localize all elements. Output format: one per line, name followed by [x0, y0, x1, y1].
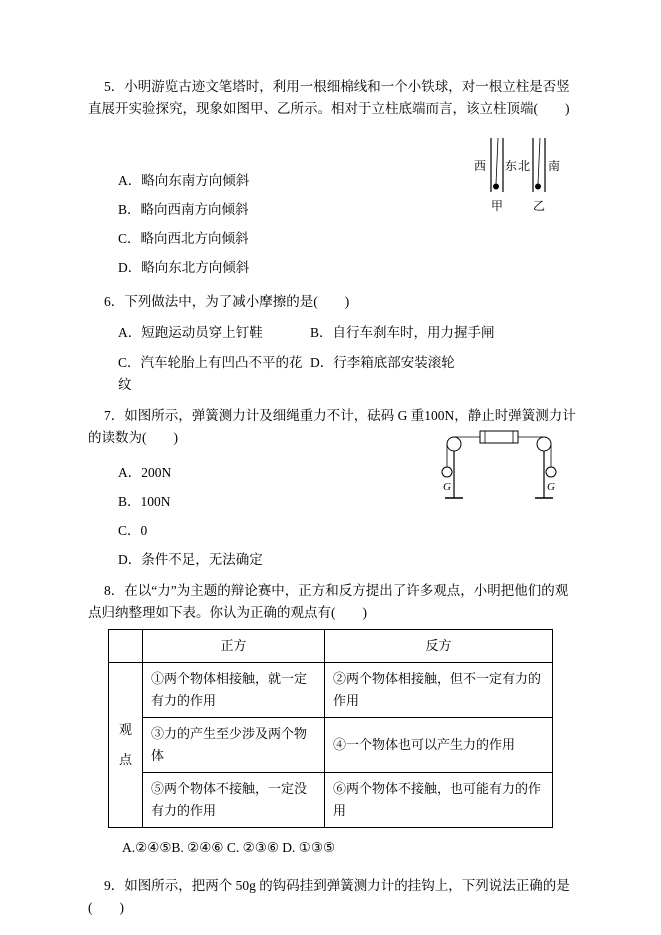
compass-east-label: 东	[505, 159, 518, 173]
pillar-plumb-figure	[474, 134, 562, 221]
question-9-text: 9．如图所示，把两个 50g 的钩码挂到弹簧测力计的挂钩上，下列说法正确的是( )	[88, 878, 570, 915]
pillar-b-label: 乙	[533, 199, 546, 213]
question-7-option-a: A．200N	[118, 465, 172, 480]
table-header-pro: 正方	[143, 630, 325, 663]
table-row	[109, 773, 553, 828]
spring-scale-shape	[480, 431, 518, 443]
viewpoint-table	[108, 629, 553, 828]
question-8-text: 8．在以“力”为主题的辩论赛中，正方和反方提出了许多观点，小明把他们的观点归纳整理如下表。你认为正确的观点有( )	[88, 583, 569, 620]
pillar-b-shape	[533, 138, 545, 192]
table-cell-2: ②两个物体相接触，但不一定有力的作用	[325, 663, 553, 718]
question-5-option-c: C．略向西北方向倾斜	[118, 231, 249, 246]
stand-shape	[445, 451, 553, 498]
question-5-option-d: D．略向东北方向倾斜	[118, 260, 250, 275]
table-cell-5: ⑤两个物体不接触，一定没有力的作用	[143, 773, 325, 828]
question-6-options	[118, 322, 578, 396]
pillar-a-shape	[491, 138, 503, 192]
question-5-text: 5．小明游览古迹文笔塔时，利用一根细棉线和一个小铁球，对一根立柱是否竖直展开实验探究，现象如图甲、乙所示。相对于立柱底端而言，该立柱顶端( )	[88, 79, 570, 116]
question-7-option-d: D．条件不足，无法确定	[118, 552, 263, 567]
question-6-option-b: B．自行车刹车时，用力握手闸	[310, 325, 495, 340]
left-weight-label: G	[443, 481, 451, 493]
table-row	[109, 663, 553, 718]
pillar-plumb-svg	[474, 134, 562, 214]
table-header-con: 反方	[325, 630, 553, 663]
pillar-a-label: 甲	[491, 199, 504, 213]
compass-north-label: 北	[518, 159, 531, 173]
spring-scale-pulley-figure	[438, 428, 560, 513]
question-5-option-a: A．略向东南方向倾斜	[118, 173, 250, 188]
table-cell-6: ⑥两个物体不接触，也可能有力的作用	[325, 773, 553, 828]
table-cell-4: ④一个物体也可以产生力的作用	[325, 718, 553, 773]
question-6-option-c: C．汽车轮胎上有凹凸不平的花纹	[118, 355, 303, 392]
spring-scale-pulley-svg	[438, 428, 560, 506]
question-7-option-c: C．0	[118, 523, 148, 538]
weight-shapes	[442, 467, 556, 477]
question-6-option-d: D．行李箱底部安装滚轮	[310, 355, 455, 370]
question-9	[88, 875, 578, 919]
compass-south-label: 南	[548, 159, 561, 173]
question-6-option-a: A．短跑运动员穿上钉鞋	[118, 325, 263, 340]
compass-west-label: 西	[474, 159, 487, 173]
table-header-row	[109, 630, 553, 663]
question-7-option-b: B．100N	[118, 494, 171, 509]
table-corner-cell	[109, 630, 143, 663]
question-8	[88, 580, 578, 859]
question-6-text: 6．下列做法中，为了减小摩擦的是( )	[104, 294, 350, 309]
question-6	[88, 291, 578, 396]
table-cell-1: ①两个物体相接触，就一定有力的作用	[143, 663, 325, 718]
question-5-option-b: B．略向西南方向倾斜	[118, 202, 249, 217]
right-weight-label: G	[547, 481, 555, 493]
question-8-answer-options: A.②④⑤B. ②④⑥ C. ②③⑥ D. ①③⑤	[122, 840, 336, 855]
question-7-text: 7．如图所示，弹簧测力计及细绳重力不计，砝码 G 重100N，静止时弹簧测力计的读数为( )	[88, 408, 576, 445]
table-cell-3: ③力的产生至少涉及两个物体	[143, 718, 325, 773]
table-row-label: 观点	[109, 663, 143, 828]
table-row	[109, 718, 553, 773]
